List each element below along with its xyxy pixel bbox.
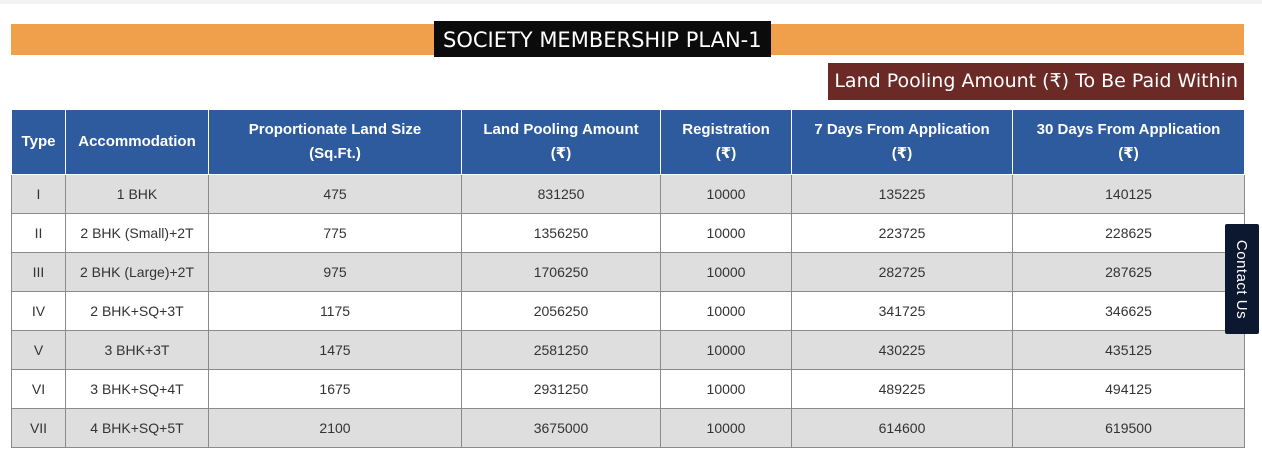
cell-registration: 10000 <box>661 331 792 370</box>
cell-registration: 10000 <box>661 292 792 331</box>
header-land-size: Proportionate Land Size (Sq.Ft.) <box>209 110 462 175</box>
cell-registration: 10000 <box>661 409 792 448</box>
cell-30-days: 346625 <box>1013 292 1245 331</box>
plan-title: SOCIETY MEMBERSHIP PLAN-1 <box>434 21 771 57</box>
cell-type: IV <box>12 292 66 331</box>
table-row <box>12 331 1245 370</box>
header-30-days: 30 Days From Application (₹) <box>1013 110 1245 175</box>
cell-30-days: 619500 <box>1013 409 1245 448</box>
header-land-pooling-amount: Land Pooling Amount (₹) <box>462 110 661 175</box>
cell-land-pooling-amount: 2581250 <box>462 331 661 370</box>
cell-accommodation: 2 BHK+SQ+3T <box>66 292 209 331</box>
cell-7-days: 135225 <box>792 175 1013 214</box>
cell-land-pooling-amount: 2056250 <box>462 292 661 331</box>
cell-30-days: 494125 <box>1013 370 1245 409</box>
cell-land-size: 975 <box>209 253 462 292</box>
cell-type: II <box>12 214 66 253</box>
header-type: Type <box>12 110 66 175</box>
cell-registration: 10000 <box>661 214 792 253</box>
cell-accommodation: 3 BHK+SQ+4T <box>66 370 209 409</box>
cell-registration: 10000 <box>661 253 792 292</box>
cell-30-days: 228625 <box>1013 214 1245 253</box>
cell-type: III <box>12 253 66 292</box>
cell-land-size: 775 <box>209 214 462 253</box>
cell-accommodation: 1 BHK <box>66 175 209 214</box>
table-row <box>12 292 1245 331</box>
header-registration: Registration (₹) <box>661 110 792 175</box>
table-row <box>12 409 1245 448</box>
table-row <box>12 253 1245 292</box>
table-row <box>12 370 1245 409</box>
cell-7-days: 341725 <box>792 292 1013 331</box>
cell-land-pooling-amount: 1706250 <box>462 253 661 292</box>
cell-30-days: 140125 <box>1013 175 1245 214</box>
membership-plan-table <box>11 109 1245 448</box>
cell-accommodation: 4 BHK+SQ+5T <box>66 409 209 448</box>
top-divider <box>0 0 1262 4</box>
cell-land-size: 1475 <box>209 331 462 370</box>
cell-7-days: 430225 <box>792 331 1013 370</box>
cell-7-days: 489225 <box>792 370 1013 409</box>
header-7-days: 7 Days From Application (₹) <box>792 110 1013 175</box>
cell-type: I <box>12 175 66 214</box>
cell-land-pooling-amount: 3675000 <box>462 409 661 448</box>
cell-7-days: 614600 <box>792 409 1013 448</box>
table-row <box>12 214 1245 253</box>
cell-land-pooling-amount: 2931250 <box>462 370 661 409</box>
cell-accommodation: 3 BHK+3T <box>66 331 209 370</box>
cell-7-days: 282725 <box>792 253 1013 292</box>
cell-registration: 10000 <box>661 175 792 214</box>
cell-type: VI <box>12 370 66 409</box>
cell-land-pooling-amount: 1356250 <box>462 214 661 253</box>
payment-subtitle: Land Pooling Amount (₹) To Be Paid Within <box>828 63 1244 100</box>
cell-30-days: 435125 <box>1013 331 1245 370</box>
cell-7-days: 223725 <box>792 214 1013 253</box>
contact-us-button[interactable] <box>1225 224 1259 334</box>
cell-registration: 10000 <box>661 370 792 409</box>
cell-30-days: 287625 <box>1013 253 1245 292</box>
cell-accommodation: 2 BHK (Large)+2T <box>66 253 209 292</box>
cell-land-size: 1675 <box>209 370 462 409</box>
cell-land-size: 1175 <box>209 292 462 331</box>
contact-us-label: Contact Us <box>1233 239 1251 319</box>
cell-type: V <box>12 331 66 370</box>
cell-land-size: 475 <box>209 175 462 214</box>
table-header-row <box>12 110 1245 175</box>
cell-accommodation: 2 BHK (Small)+2T <box>66 214 209 253</box>
cell-type: VII <box>12 409 66 448</box>
table-row <box>12 175 1245 214</box>
cell-land-size: 2100 <box>209 409 462 448</box>
cell-land-pooling-amount: 831250 <box>462 175 661 214</box>
header-accommodation: Accommodation <box>66 110 209 175</box>
